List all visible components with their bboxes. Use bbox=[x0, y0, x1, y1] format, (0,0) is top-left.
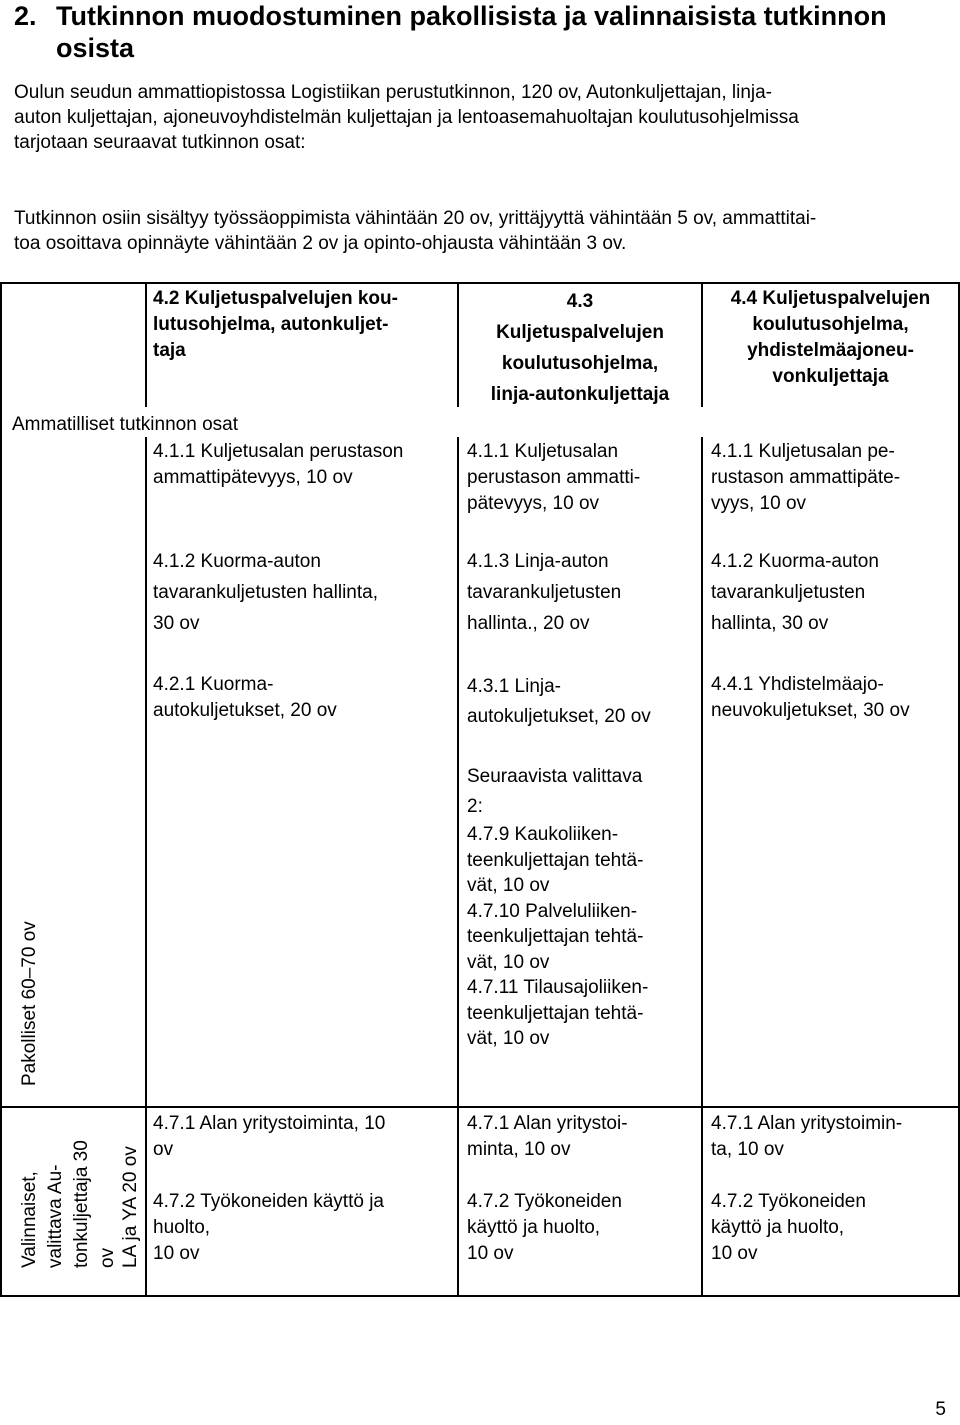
header-line: vonkuljettaja bbox=[772, 366, 889, 387]
cell-line: käyttö ja huolto, bbox=[711, 1217, 845, 1238]
table-divider bbox=[0, 1106, 960, 1108]
cell-line: 4.1.1 Kuljetusalan pe- bbox=[711, 441, 895, 462]
intro-p1-line: auton kuljettajan, ajoneuvoyhdistelmän kuljettajan ja lentoasemahuoltajan koulutusohjelmissa bbox=[14, 107, 799, 128]
optional-col-4-2 bbox=[153, 1111, 453, 1267]
cell-line: vät, 10 ov bbox=[467, 875, 550, 896]
row1-col-4-4 bbox=[711, 439, 956, 517]
cell-line: ov bbox=[153, 1139, 174, 1160]
header-line: 4.4 Kuljetuspalvelujen bbox=[730, 288, 931, 309]
row3-col-4-4 bbox=[711, 672, 956, 724]
row2-col-4-2 bbox=[153, 546, 453, 639]
cell-line: 4.1.2 Kuorma-auton bbox=[711, 551, 879, 572]
valinnaiset-label-line: valittava Au- bbox=[45, 1164, 66, 1268]
cell-line: vät, 10 ov bbox=[467, 1028, 550, 1049]
valinnaiset-label-line: tonkuljettaja 30 bbox=[71, 1140, 92, 1268]
valinnaiset-label-line: LA ja YA 20 ov bbox=[120, 1146, 141, 1268]
cell-line: teenkuljettajan tehtä- bbox=[467, 926, 644, 947]
header-line: yhdistelmäajoneu- bbox=[747, 340, 914, 361]
section-number: 2. bbox=[14, 1, 37, 31]
cell-line: käyttö ja huolto, bbox=[467, 1217, 601, 1238]
table-col-line bbox=[145, 437, 147, 1297]
table-border-bottom bbox=[0, 1295, 960, 1297]
intro-p2-line: toa osoittava opinnäyte vähintään 2 ov ja opinto-ohjausta vähintään 3 ov. bbox=[14, 233, 627, 254]
cell-line: tavarankuljetusten bbox=[711, 582, 866, 603]
section-title: Tutkinnon muodostuminen pakollisista ja valinnaisista tutkinnon osista bbox=[56, 1, 887, 63]
cell-line: 4.7.1 Alan yritystoimin- bbox=[711, 1113, 903, 1134]
header-line: 4.2 Kuljetuspalvelujen kou- bbox=[153, 288, 398, 309]
cell-line: hallinta, 30 ov bbox=[711, 613, 829, 634]
intro-p1-line: tarjotaan seuraavat tutkinnon osat: bbox=[14, 132, 306, 153]
cell-line: 4.1.1 Kuljetusalan bbox=[467, 441, 619, 462]
table-border-left bbox=[0, 282, 2, 1297]
row3-col-4-3 bbox=[467, 672, 699, 732]
optional-col-4-3 bbox=[467, 1111, 699, 1267]
pakolliset-label: Pakolliset 60–70 ov bbox=[19, 921, 40, 1086]
valinnaiset-label-line: Valinnaiset, bbox=[19, 1171, 40, 1268]
section-label-ammatilliset: Ammatilliset tutkinnon osat bbox=[12, 414, 238, 435]
cell-line: 4.7.2 Työkoneiden bbox=[467, 1191, 622, 1212]
header-line: 4.3 bbox=[566, 291, 594, 312]
cell-line: autokuljetukset, 20 ov bbox=[467, 706, 651, 727]
cell-line: 4.7.2 Työkoneiden bbox=[711, 1191, 866, 1212]
cell-line: 10 ov bbox=[467, 1243, 514, 1264]
cell-line: 10 ov bbox=[711, 1243, 758, 1264]
row1-col-4-3 bbox=[467, 439, 699, 517]
header-col-4-2 bbox=[153, 286, 453, 364]
header-line: taja bbox=[153, 340, 186, 361]
cell-line: 30 ov bbox=[153, 613, 200, 634]
header-line: koulutusohjelma, bbox=[501, 353, 659, 374]
intro-paragraph-1 bbox=[14, 80, 944, 155]
cell-line: ta, 10 ov bbox=[711, 1139, 784, 1160]
row2-col-4-4 bbox=[711, 546, 956, 639]
header-line: linja-autonkuljettaja bbox=[490, 384, 670, 405]
cell-line: minta, 10 ov bbox=[467, 1139, 571, 1160]
cell-line: 4.7.2 Työkoneiden käyttö ja bbox=[153, 1191, 384, 1212]
cell-line: vyys, 10 ov bbox=[711, 493, 807, 514]
cell-line: neuvokuljetukset, 30 ov bbox=[711, 700, 910, 721]
cell-line: rustason ammattipäte- bbox=[711, 467, 901, 488]
cell-line: perustason ammatti- bbox=[467, 467, 641, 488]
cell-line: 4.7.10 Palveluliiken- bbox=[467, 900, 638, 922]
cell-line: autokuljetukset, 20 ov bbox=[153, 700, 337, 721]
header-line: Kuljetuspalvelujen bbox=[496, 322, 664, 343]
cell-line: 4.7.11 Tilausajoliiken- bbox=[467, 977, 649, 998]
cell-line: teenkuljettajan tehtä- bbox=[467, 1002, 644, 1024]
page-number: 5 bbox=[935, 1399, 946, 1420]
cell-line: 4.7.9 Kaukoliiken- bbox=[467, 824, 619, 845]
cell-line: 4.4.1 Yhdistelmäajo- bbox=[711, 674, 884, 695]
row3-col-4-2 bbox=[153, 672, 453, 724]
row2-col-4-3 bbox=[467, 546, 699, 639]
cell-line: 4.2.1 Kuorma- bbox=[153, 674, 274, 695]
cell-line: 4.1.1 Kuljetusalan perustason bbox=[153, 441, 404, 462]
cell-line: huolto, bbox=[153, 1217, 211, 1238]
cell-line: ammattipätevyys, 10 ov bbox=[153, 467, 353, 488]
table-col-line bbox=[701, 437, 703, 1297]
table-col-line bbox=[457, 437, 459, 1297]
row4-col-4-3 bbox=[467, 762, 699, 1052]
cell-line: tavarankuljetusten hallinta, bbox=[153, 582, 378, 603]
cell-line: 10 ov bbox=[153, 1243, 200, 1264]
cell-line: hallinta., 20 ov bbox=[467, 613, 590, 634]
row1-col-4-2 bbox=[153, 439, 453, 491]
table-border-top bbox=[0, 282, 960, 284]
cell-line: 4.1.3 Linja-auton bbox=[467, 551, 609, 572]
table-col-line bbox=[145, 282, 147, 407]
header-col-4-4 bbox=[703, 286, 958, 390]
header-line: lutusohjelma, autonkuljet- bbox=[153, 314, 389, 335]
cell-line: teenkuljettajan tehtä- bbox=[467, 849, 644, 871]
intro-paragraph-2 bbox=[14, 206, 944, 256]
cell-line: 4.3.1 Linja- bbox=[467, 676, 562, 697]
header-col-4-3 bbox=[459, 286, 701, 410]
cell-line: Seuraavista valittava bbox=[467, 766, 643, 787]
intro-p1-line: Oulun seudun ammattiopistossa Logistiikan perustutkinnon, 120 ov, Autonkuljettajan, linja- bbox=[14, 82, 772, 103]
cell-line: 4.7.1 Alan yritystoiminta, 10 bbox=[153, 1113, 386, 1134]
cell-line: 2: bbox=[467, 796, 483, 817]
valinnaiset-label-line: ov bbox=[97, 1247, 118, 1268]
cell-line: pätevyys, 10 ov bbox=[467, 493, 600, 514]
cell-line: vät, 10 ov bbox=[467, 951, 550, 973]
cell-line: 4.7.1 Alan yritystoi- bbox=[467, 1113, 628, 1134]
intro-p2-line: Tutkinnon osiin sisältyy työssäoppimista vähintään 20 ov, yrittäjyyttä vähintään 5 ov, ammattitai- bbox=[14, 208, 817, 229]
cell-line: 4.1.2 Kuorma-auton bbox=[153, 551, 321, 572]
header-line: koulutusohjelma, bbox=[752, 314, 909, 335]
cell-line: tavarankuljetusten bbox=[467, 582, 622, 603]
optional-col-4-4 bbox=[711, 1111, 956, 1267]
